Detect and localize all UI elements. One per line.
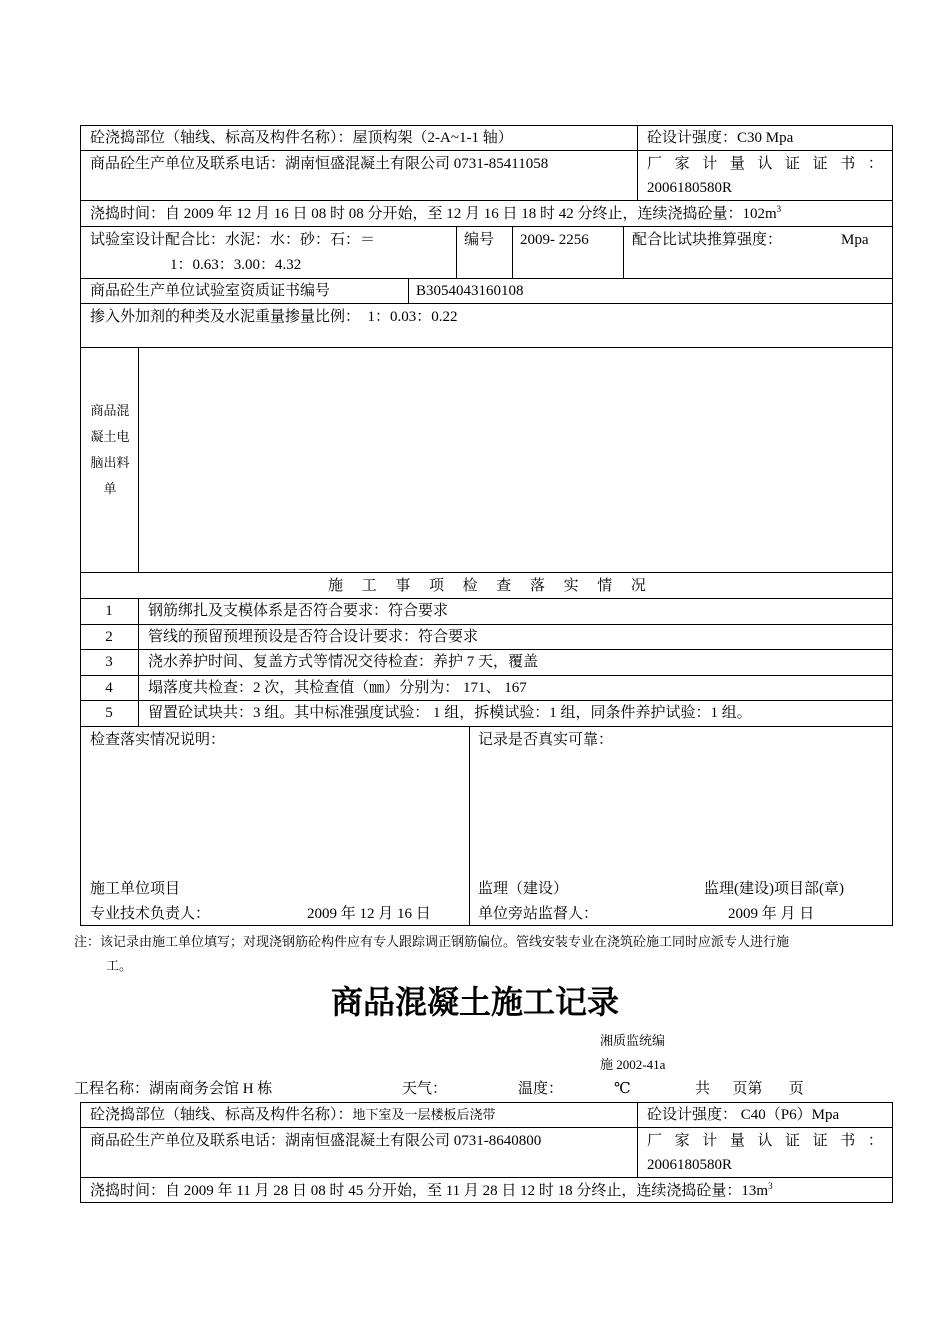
item-no: 5: [105, 705, 113, 721]
item-no: 3: [105, 654, 113, 670]
number-value: 2009- 2256: [520, 232, 589, 248]
producer-value: 湖南恒盛混凝土有限公司 0731-85411058: [285, 156, 549, 172]
r2-design-strength-value: C40（P6）Mpa: [740, 1107, 840, 1123]
project-label: 工程名称：湖南商务会馆 H 栋: [74, 1081, 273, 1097]
weather-label: 天气：: [402, 1081, 448, 1097]
record-true-label: 记录是否真实可靠：: [478, 732, 614, 748]
r2-producer-value: 湖南恒盛混凝土有限公司 0731-8640800: [285, 1133, 542, 1149]
r2-cert-value: 2006180580R: [647, 1157, 733, 1173]
design-strength: 砼设计强度：C30 Mpa: [647, 130, 794, 146]
mix-ratio-label: 试验室设计配合比：水泥：水：砂：石：＝: [90, 232, 376, 248]
item-text: 留置砼试块共：3 组。其中标准强度试验： 1 组，拆模试验：1 组，同条件养护试验：1 组。: [148, 705, 752, 721]
cert-label: 厂 家 计 量 认 证 证 书 ：: [647, 156, 883, 172]
number-label: 编号: [464, 232, 495, 248]
pour-time: 浇捣时间：自 2009 年 12 月 16 日 08 时 08 分开始，至 12 月 16 日 18 时 42 分终止，连续浇捣砼量：$102m^3$: [90, 204, 782, 222]
check-desc-label: 检查落实情况说明：: [90, 732, 226, 748]
supervision-date: 2009 年 月 日: [728, 906, 815, 922]
form-code-line1: 湘质监统编: [600, 1033, 666, 1048]
temperature-unit: ℃: [614, 1081, 631, 1097]
form-code-line2: 施 2002-41a: [600, 1057, 666, 1072]
note-line2: 工。: [106, 958, 133, 973]
r2-pour-time: 浇捣时间：自 2009 年 11 月 28 日 08 时 45 分开始，至 11 月 28 日 12 时 18 分终止，连续浇捣砼量：$13m^3$: [90, 1181, 773, 1199]
r2-producer: 商品砼生产单位及联系电话：湖南恒盛混凝土有限公司 0731-8640800: [90, 1133, 542, 1149]
block-strength-label: 配合比试块推算强度：: [632, 232, 783, 248]
pour-location-label: 砼浇捣部位（轴线、标高及构件名称）：屋顶构架（2-A~1-1 轴）: [90, 130, 513, 146]
item-text: 钢筋绑扎及支模体系是否符合要求：符合要求: [148, 603, 449, 619]
pages-text: 共 页第 页: [695, 1081, 804, 1097]
temperature-label: 温度：: [518, 1081, 564, 1097]
r2-pour-location-value: 地下室及一层楼板后浇带: [352, 1107, 496, 1122]
contractor-date: 2009 年 12 月 16 日: [307, 906, 431, 922]
supervision-line2: 单位旁站监督人：: [478, 906, 599, 922]
item-no: 2: [105, 629, 113, 645]
lab-cert-value: B3054043160108: [416, 283, 524, 299]
producer: 商品砼生产单位及联系电话：湖南恒盛混凝土有限公司 0731-85411058: [90, 156, 549, 172]
item-text: 管线的预留预埋预设是否符合设计要求：符合要求: [148, 629, 479, 645]
contractor-line1: 施工单位项目: [90, 881, 181, 897]
admixture: 掺入外加剂的种类及水泥重量掺量比例： 1：0.03：0.22: [90, 309, 458, 325]
lab-cert-label: 商品砼生产单位试验室资质证书编号: [90, 283, 331, 299]
inspection-header: 施 工 事 项 检 查 落 实 情 况: [328, 578, 646, 594]
supervision-line1: 监理（建设）: [478, 881, 569, 897]
r2-cert-label: 厂 家 计 量 认 证 证 书 ：: [647, 1133, 883, 1149]
admixture-value: 1：0.03：0.22: [367, 309, 458, 325]
item-no: 4: [105, 680, 113, 696]
item-text: 浇水养护时间、复盖方式等情况交待检查：养护 7 天，覆盖: [148, 654, 539, 670]
item-text: 塌落度共检查：2 次，其检查值（㎜）分别为： 171、 167: [148, 680, 527, 696]
r2-design-strength: 砼设计强度： C40（P6）Mpa: [647, 1107, 840, 1123]
contractor-line2: 专业技术负责人：: [90, 906, 211, 922]
item-no: 1: [105, 603, 113, 619]
note-line1: 注：该记录由施工单位填写；对现浇钢筋砼构件应有专人跟踪调正钢筋偏位。管线安装专业在浇筑砼施工同时应派专人进行施: [74, 934, 790, 949]
block-strength-unit: Mpa: [841, 232, 869, 248]
cert-value: 2006180580R: [647, 180, 733, 196]
printout-label: 商品混凝土电脑出料单: [90, 403, 130, 496]
pour-location-value: 屋顶构架（2-A~1-1 轴）: [352, 130, 513, 146]
design-strength-value: C30 Mpa: [737, 130, 794, 146]
supervision-dept: 监理(建设)项目部(章): [704, 881, 844, 897]
page-title: 商品混凝土施工记录: [330, 983, 619, 1021]
r2-pour-location: 砼浇捣部位（轴线、标高及构件名称）：地下室及一层楼板后浇带: [90, 1107, 496, 1123]
mix-ratio-value: 1：0.63：3.00：4.32: [170, 257, 302, 273]
